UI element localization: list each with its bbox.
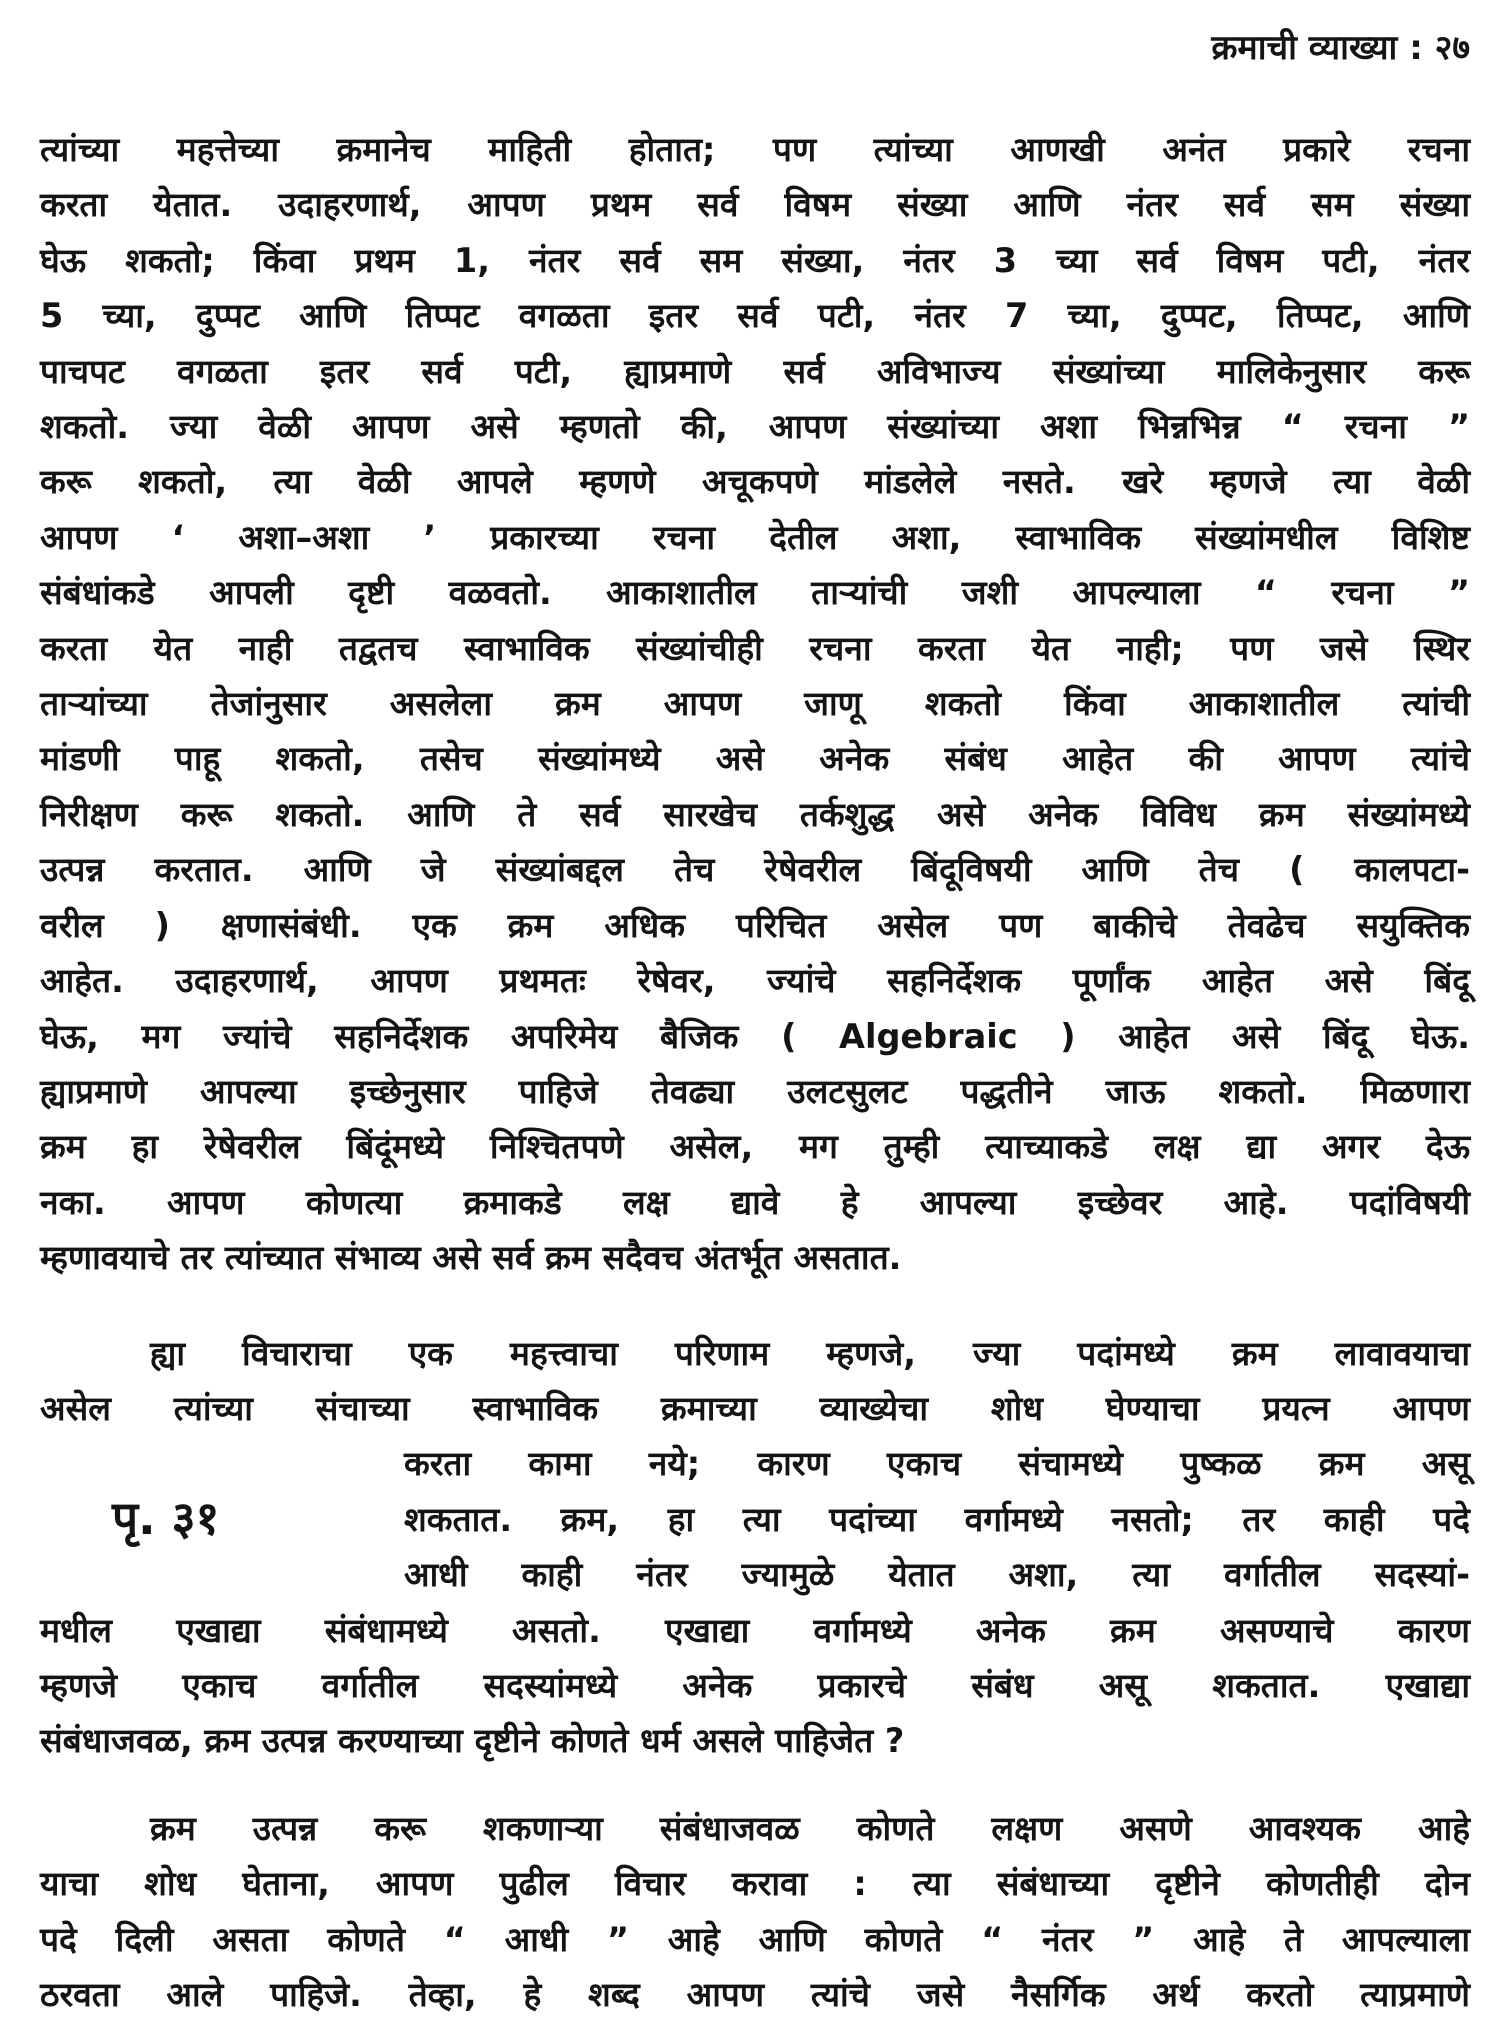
text-line: उत्पन्न करतात. आणि जे संख्यांबद्दल तेच रेषेवरील बिंदूविषयी आणि तेच ( कालपटा- [40, 850, 1470, 890]
text-line: ह्याप्रमाणे आपल्या इच्छेनुसार पाहिजे तेवढ्या उलटसुलट पद्धतीने जाऊ शकतो. मिळणारा [40, 1071, 1470, 1111]
text-line: त्यांच्या महत्तेच्या क्रमानेच माहिती होतात; पण त्यांच्या आणखी अनंत प्रकारे रचना [40, 130, 1470, 169]
text-line: निरीक्षण करू शकतो. आणि ते सर्व सारखेच तर्कशुद्ध असे अनेक विविध क्रम संख्यांमध्ये [40, 794, 1470, 834]
indented-lines [40, 1436, 1470, 1602]
text-line: संबंधाजवळ, क्रम उत्पन्न करण्याच्या दृष्टीने कोणते धर्म असले पाहिजेत ? [40, 1721, 905, 1761]
margin-page-reference: पृ. ३१ [112, 1491, 220, 1546]
paragraph-3 [40, 1801, 1470, 2022]
text-line: शकतात. क्रम, हा त्या पदांच्या वर्गामध्ये नसतो; तर काही पदे [404, 1499, 1470, 1539]
text-line: करू शकतो, त्या वेळी आपले म्हणणे अचूकपणे मांडलेले नसते. खरे म्हणजे त्या वेळी [40, 462, 1470, 502]
text-line: घेऊ, मग ज्यांचे सहनिर्देशक अपरिमेय बैजिक ( Algebraic ) आहेत असे बिंदू घेऊ. [40, 1016, 1470, 1056]
text-line: घेऊ शकतो; किंवा प्रथम 1, नंतर सर्व सम संख्या, नंतर 3 च्या सर्व विषम पटी, नंतर [40, 240, 1470, 280]
margin-note-block [40, 1436, 1470, 1602]
text-line: असेल त्यांच्या संचाच्या स्वाभाविक क्रमाच्या व्याख्येचा शोध घेण्याचा प्रयत्न आपण [40, 1388, 1470, 1428]
text-line: आधी काही नंतर ज्यामुळे येतात अशा, त्या वर्गातील सदस्यां- [404, 1555, 1470, 1595]
text-line: म्हणजे एकाच वर्गातील सदस्यांमध्ये अनेक प्रकारचे संबंध असू शकतात. एखाद्या [40, 1665, 1470, 1705]
text-line: म्हणावयाचे तर त्यांच्यात संभाव्य असे सर्व क्रम सदैवच अंतर्भूत असतात. [40, 1238, 902, 1278]
text-line: मांडणी पाहू शकतो, तसेच संख्यांमध्ये असे अनेक संबंध आहेत की आपण त्यांचे [40, 739, 1470, 779]
paragraph-2 [40, 1326, 1470, 1769]
text-line: पाचपट वगळता इतर सर्व पटी, ह्याप्रमाणे सर्व अविभाज्य संख्यांच्या मालिकेनुसार करू [40, 351, 1470, 391]
text-line: करता येतात. उदाहरणार्थ, आपण प्रथम सर्व विषम संख्या आणि नंतर सर्व सम संख्या [40, 185, 1470, 225]
text-line: करता कामा नये; कारण एकाच संचामध्ये पुष्कळ क्रम असू [404, 1444, 1470, 1484]
text-line: संबंधांकडे आपली दृष्टी वळवतो. आकाशातील ताऱ्यांची जशी आपल्याला “ रचना ” [40, 573, 1470, 613]
page-body [40, 122, 1470, 2022]
text-line: करता येत नाही तद्वतच स्वाभाविक संख्यांचीही रचना करता येत नाही; पण जसे स्थिर [40, 628, 1470, 668]
text-line: क्रम उत्पन्न करू शकणाऱ्या संबंधाजवळ कोणते लक्षण असणे आवश्यक आहे [150, 1808, 1470, 1848]
text-line: क्रम हा रेषेवरील बिंदूंमध्ये निश्चितपणे असेल, मग तुम्ही त्याच्याकडे लक्ष द्या अगर देऊ [40, 1127, 1470, 1167]
text-line: नका. आपण कोणत्या क्रमाकडे लक्ष द्यावे हे आपल्या इच्छेवर आहे. पदांविषयी [40, 1182, 1470, 1222]
text-line: याचा शोध घेताना, आपण पुढील विचार करावा : त्या संबंधाच्या दृष्टीने कोणतीही दोन [40, 1864, 1470, 1904]
text-line: शकतो. ज्या वेळी आपण असे म्हणतो की, आपण संख्यांच्या अशा भिन्नभिन्न “ रचना ” [40, 407, 1470, 447]
text-line: आहेत. उदाहरणार्थ, आपण प्रथमतः रेषेवर, ज्यांचे सहनिर्देशक पूर्णांक आहेत असे बिंदू [40, 961, 1470, 1001]
text-line: ह्या विचाराचा एक महत्त्वाचा परिणाम म्हणजे, ज्या पदांमध्ये क्रम लावावयाचा [150, 1333, 1470, 1373]
text-line: वरील ) क्षणासंबंधी. एक क्रम अधिक परिचित असेल पण बाकीचे तेवढेच सयुक्तिक [40, 905, 1470, 945]
paragraph-1 [40, 122, 1470, 1286]
text-line: ताऱ्यांच्या तेजांनुसार असलेला क्रम आपण जाणू शकतो किंवा आकाशातील त्यांची [40, 684, 1470, 724]
text-line: पदे दिली असता कोणते “ आधी ” आहे आणि कोणते “ नंतर ” आहे ते आपल्याला [40, 1919, 1470, 1959]
text-line: मधील एखाद्या संबंधामध्ये असतो. एखाद्या वर्गामध्ये अनेक क्रम असण्याचे कारण [40, 1610, 1470, 1650]
running-header: क्रमाची व्याख्या : २७ [1211, 28, 1470, 68]
text-line: 5 च्या, दुप्पट आणि तिप्पट वगळता इतर सर्व पटी, नंतर 7 च्या, दुप्पट, तिप्पट, आणि [40, 296, 1470, 336]
text-line: ठरवता आले पाहिजे. तेव्हा, हे शब्द आपण त्यांचे जसे नैसर्गिक अर्थ करतो त्याप्रमाणे [40, 1975, 1470, 2014]
text-line: आपण ‘ अशा–अशा ’ प्रकारच्या रचना देतील अशा, स्वाभाविक संख्यांमधील विशिष्ट [40, 517, 1470, 557]
